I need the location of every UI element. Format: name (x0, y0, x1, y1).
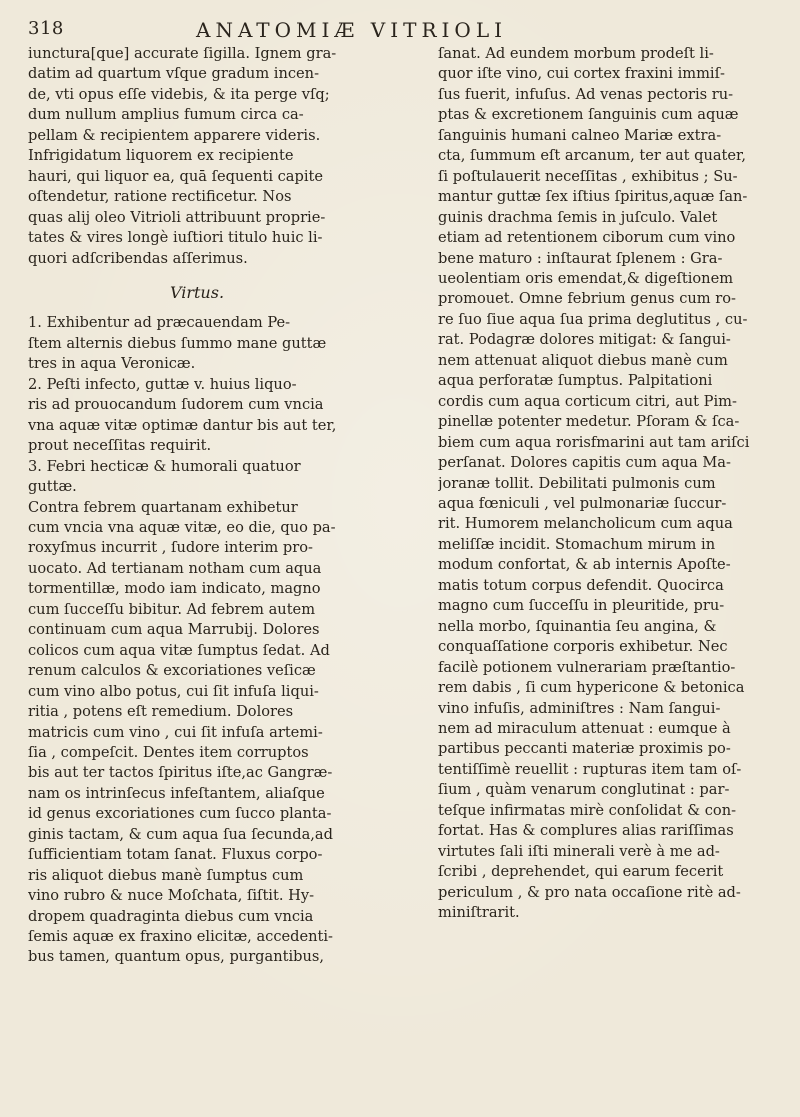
running-head: ANATOMIÆ VITRIOLI (196, 18, 508, 42)
text-line: quor iſte vino, cui cortex fraxini immiſ- (438, 65, 725, 83)
text-line: meliſſæ incidit. Stomachum mirum in (438, 535, 716, 553)
text-line: facilè potionem vulnerariam præſtantio- (438, 658, 736, 676)
text-line: joranæ tollit. Debilitati pulmonis cum (438, 474, 716, 492)
text-line: ſtem alternis diebus ſummo mane guttæ (28, 334, 327, 352)
text-line: ptas & excretionem ſanguinis cum aquæ (438, 106, 739, 124)
text-line: Contra febrem quartanam exhibetur (28, 498, 298, 516)
text-line: modum confortat, & ab internis Apoſte- (438, 556, 731, 574)
text-line: biem cum aqua rorisfmarini aut tam ariſci (438, 433, 750, 451)
text-line: tormentillæ, modo iam indicato, magno (28, 580, 321, 598)
text-line: cum vncia vna aquæ vitæ, eo die, quo pa- (28, 518, 336, 536)
text-line: 1. Exhibentur ad præcauendam Pe- (28, 314, 291, 332)
text-line: ris ad prouocandum ſudorem cum vncia (28, 396, 324, 414)
right-column (438, 44, 778, 923)
text-line: iunctura[que] accurate ſigilla. Ignem gra- (28, 45, 337, 62)
text-line: ſus fuerit, infuſus. Ad venas pectoris ru- (438, 85, 734, 103)
text-line: periculum , & pro nata occaſione ritè ad- (438, 883, 741, 901)
text-line: 2. Peſti infecto, guttæ v. huius liquo- (28, 375, 297, 393)
text-line: ſcribi , deprehendet, qui earum fecerit (438, 863, 724, 881)
text-line: bus tamen, quantum opus, purgantibus, (28, 948, 325, 966)
text-line: perſanat. Dolores capitis cum aqua Ma- (438, 454, 731, 472)
text-line: magno cum ſucceſſu in pleuritide, pru- (438, 597, 725, 615)
text-line: aqua fœniculi , vel pulmonariæ ſuccur- (438, 494, 727, 512)
text-line: cta, ſummum eſt arcanum, ter aut quater, (438, 147, 747, 165)
text-line: guttæ. (28, 478, 77, 496)
text-line: miniſtrarit. (438, 904, 520, 922)
text-line: pellam & recipientem apparere videris. (28, 126, 321, 144)
text-line: vna aquæ vitæ optimæ dantur bis aut ter, (28, 416, 337, 434)
section-heading: Virtus. (169, 282, 225, 302)
text-line: ſemis aquæ ex fraxino elicitæ, accedenti- (28, 928, 333, 946)
text-line: datim ad quartum vſque gradum incen- (28, 65, 319, 83)
text-line: hauri, qui liquor ea, quā ſequenti capite (28, 167, 324, 185)
text-line: vino rubro & nuce Moſchata, ſiſtit. Hy- (28, 887, 315, 905)
text-line: 3. Febri hecticæ & humorali quatuor (28, 457, 301, 475)
text-line: ritia , potens eſt remedium. Dolores (28, 703, 294, 721)
text-line: cum ſucceſſu bibitur. Ad febrem autem (28, 600, 316, 618)
text-line: teſque infirmatas mirè conſolidat & con- (438, 801, 737, 819)
text-line: de, vti opus eſſe videbis, & ita perge vſq; (28, 85, 330, 103)
text-line: tates & vires longè iuſtiori titulo huic li- (28, 229, 323, 247)
text-line: matricis cum vino , cui ſit infuſa artemi- (28, 723, 323, 741)
text-line: tres in aqua Veronicæ. (28, 355, 196, 373)
text-line: ueolentiam oris emendat,& digeſtionem (438, 269, 734, 287)
left-column-body (28, 313, 366, 968)
left-column (28, 44, 366, 968)
text-line: nam os intrinſecus infeſtantem, aliaſque (28, 784, 325, 802)
text-line: ſufficientiam totam ſanat. Fluxus corpo- (28, 846, 323, 864)
text-line: ris aliquot diebus manè ſumptus cum (28, 866, 304, 884)
text-line: ſia , compeſcit. Dentes item corruptos (28, 743, 309, 761)
text-line: cum vino albo potus, cui ſit infuſa liqui- (28, 682, 319, 700)
text-line: dum nullum amplius fumum circa ca- (28, 106, 304, 124)
text-line: prout neceſſitas requirit. (28, 437, 212, 455)
text-line: promouet. Omne febrium genus cum ro- (438, 290, 736, 308)
text-line: partibus peccanti materiæ proximis po- (438, 740, 731, 758)
text-line: oſtendetur, ratione rectificetur. Nos (28, 188, 292, 206)
text-line: colicos cum aqua vitæ ſumptus ſedat. Ad (28, 641, 330, 659)
text-line: nem attenuat aliquot diebus manè cum (438, 351, 728, 369)
text-line: bis aut ter tactos ſpiritus iſte,ac Gangræ- (28, 764, 333, 782)
text-line: rit. Humorem melancholicum cum aqua (438, 515, 733, 533)
text-line: uocato. Ad tertianam notham cum aqua (28, 559, 322, 577)
text-line: mantur guttæ ſex iſtius ſpiritus,aquæ ſan- (438, 188, 748, 206)
page-header (28, 18, 778, 44)
text-line: dropem quadraginta diebus cum vncia (28, 907, 314, 925)
text-line: roxyſmus incurrit , ſudore interim pro- (28, 539, 313, 557)
text-line: virtutes ſali iſti minerali verè à me ad- (438, 842, 720, 860)
text-line: pinellæ potenter medetur. Pſoram & ſca- (438, 413, 740, 431)
text-line: rat. Podagræ dolores mitigat: & ſangui- (438, 331, 731, 349)
text-line: conquaſſatione corporis exhibetur. Nec (438, 638, 728, 656)
text-line: matis totum corpus defendit. Quocirca (438, 576, 724, 594)
text-line: vino infuſis, adminiſtres : Nam ſangui- (438, 699, 721, 717)
text-line: continuam cum aqua Marrubij. Dolores (28, 621, 320, 639)
text-line: id genus excoriationes cum ſucco planta- (28, 805, 332, 823)
text-line: tentiſſimè reuellit : rupturas item tam oſ- (438, 760, 742, 778)
left-column-intro (28, 44, 366, 269)
text-line: ſanat. Ad eundem morbum prodeſt li- (438, 45, 714, 62)
text-line: renum calculos & excoriationes veſicæ (28, 662, 316, 680)
text-line: aqua perforatæ ſumptus. Palpitationi (438, 372, 713, 390)
text-line: etiam ad retentionem ciborum cum vino (438, 229, 736, 247)
text-line: cordis cum aqua corticum citri, aut Pim- (438, 392, 737, 410)
text-line: rem dabis , ſi cum hypericone & betonica (438, 679, 745, 697)
right-column-body (438, 44, 778, 923)
text-line: quori adſcribendas aſſerimus. (28, 249, 248, 267)
text-line: ſi poſtulauerit neceſſitas , exhibitus ; Su- (438, 167, 738, 185)
text-line: ginis tactam, & cum aqua ſua ſecunda,ad (28, 825, 333, 843)
text-line: nella morbo, ſquinantia ſeu angina, & (438, 617, 717, 635)
text-line: Infrigidatum liquorem ex recipiente (28, 147, 294, 165)
page-number: 318 (28, 18, 64, 39)
text-line: quas alij oleo Vitrioli attribuunt proprie- (28, 208, 326, 226)
text-line: ſium , quàm venarum conglutinat : par- (438, 781, 730, 799)
text-line: ſanguinis humani calneo Mariæ extra- (438, 126, 722, 144)
text-line: re ſuo ſiue aqua ſua prima deglutitus , cu- (438, 310, 748, 328)
text-line: bene maturo : inſtaurat ſplenem : Gra- (438, 249, 723, 267)
text-line: fortat. Has & complures alias rariſſimas (438, 822, 734, 840)
text-line: nem ad miraculum attenuat : eumque à (438, 719, 731, 737)
text-line: guinis drachma ſemis in juſculo. Valet (438, 208, 718, 226)
